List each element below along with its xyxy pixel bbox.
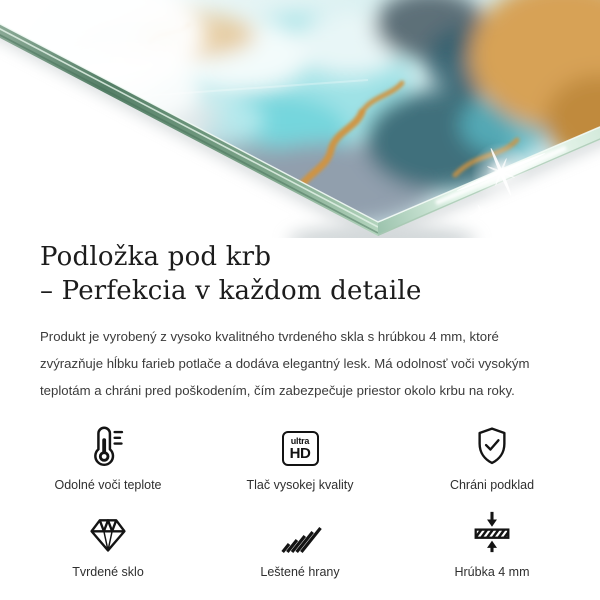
diamond-icon <box>86 509 130 555</box>
ultra-hd-icon <box>282 422 319 468</box>
feature-polished-edges <box>204 509 396 580</box>
thermometer-icon <box>85 422 131 468</box>
feature-thickness <box>396 509 588 580</box>
shield-check-icon <box>470 422 514 468</box>
feature-tempered-glass <box>12 509 204 580</box>
ultra-hd-badge-bottom: HD <box>289 444 311 462</box>
feature-label: Tvrdené sklo <box>72 565 144 579</box>
features-grid <box>12 422 588 580</box>
feature-label: Leštené hrany <box>260 565 340 579</box>
page-title <box>40 240 560 308</box>
title-line-2: – Perfekcia v každom detaile <box>40 276 422 306</box>
product-info-section <box>0 240 600 580</box>
feature-protects-floor <box>396 422 588 493</box>
product-description: Produkt je vyrobený z vysoko kvalitného tvrdeného skla s hrúbkou 4 mm, ktoré zvýrazňuje hĺbku farieb potlače a dodáva elegantný lesk. Má odolnosť voči vysokým teplotám a chráni pred poškodením, čím zabezpečuje priestor okolo krbu na roky. <box>40 329 530 398</box>
feature-heat-resistant <box>12 422 204 493</box>
glass-panel-photo <box>0 0 600 238</box>
product-photo <box>0 0 600 238</box>
title-line-1: Podložka pod krb <box>40 242 272 272</box>
polished-edges-icon <box>278 509 322 555</box>
ultra-hd-badge-top: ultra <box>290 435 310 446</box>
feature-print-quality <box>204 422 396 493</box>
feature-label: Hrúbka 4 mm <box>454 565 530 579</box>
thickness-icon <box>469 509 515 555</box>
feature-label: Chráni podklad <box>449 478 535 492</box>
feature-label: Odolné voči teplote <box>54 478 162 492</box>
feature-label: Tlač vysokej kvality <box>246 478 354 492</box>
